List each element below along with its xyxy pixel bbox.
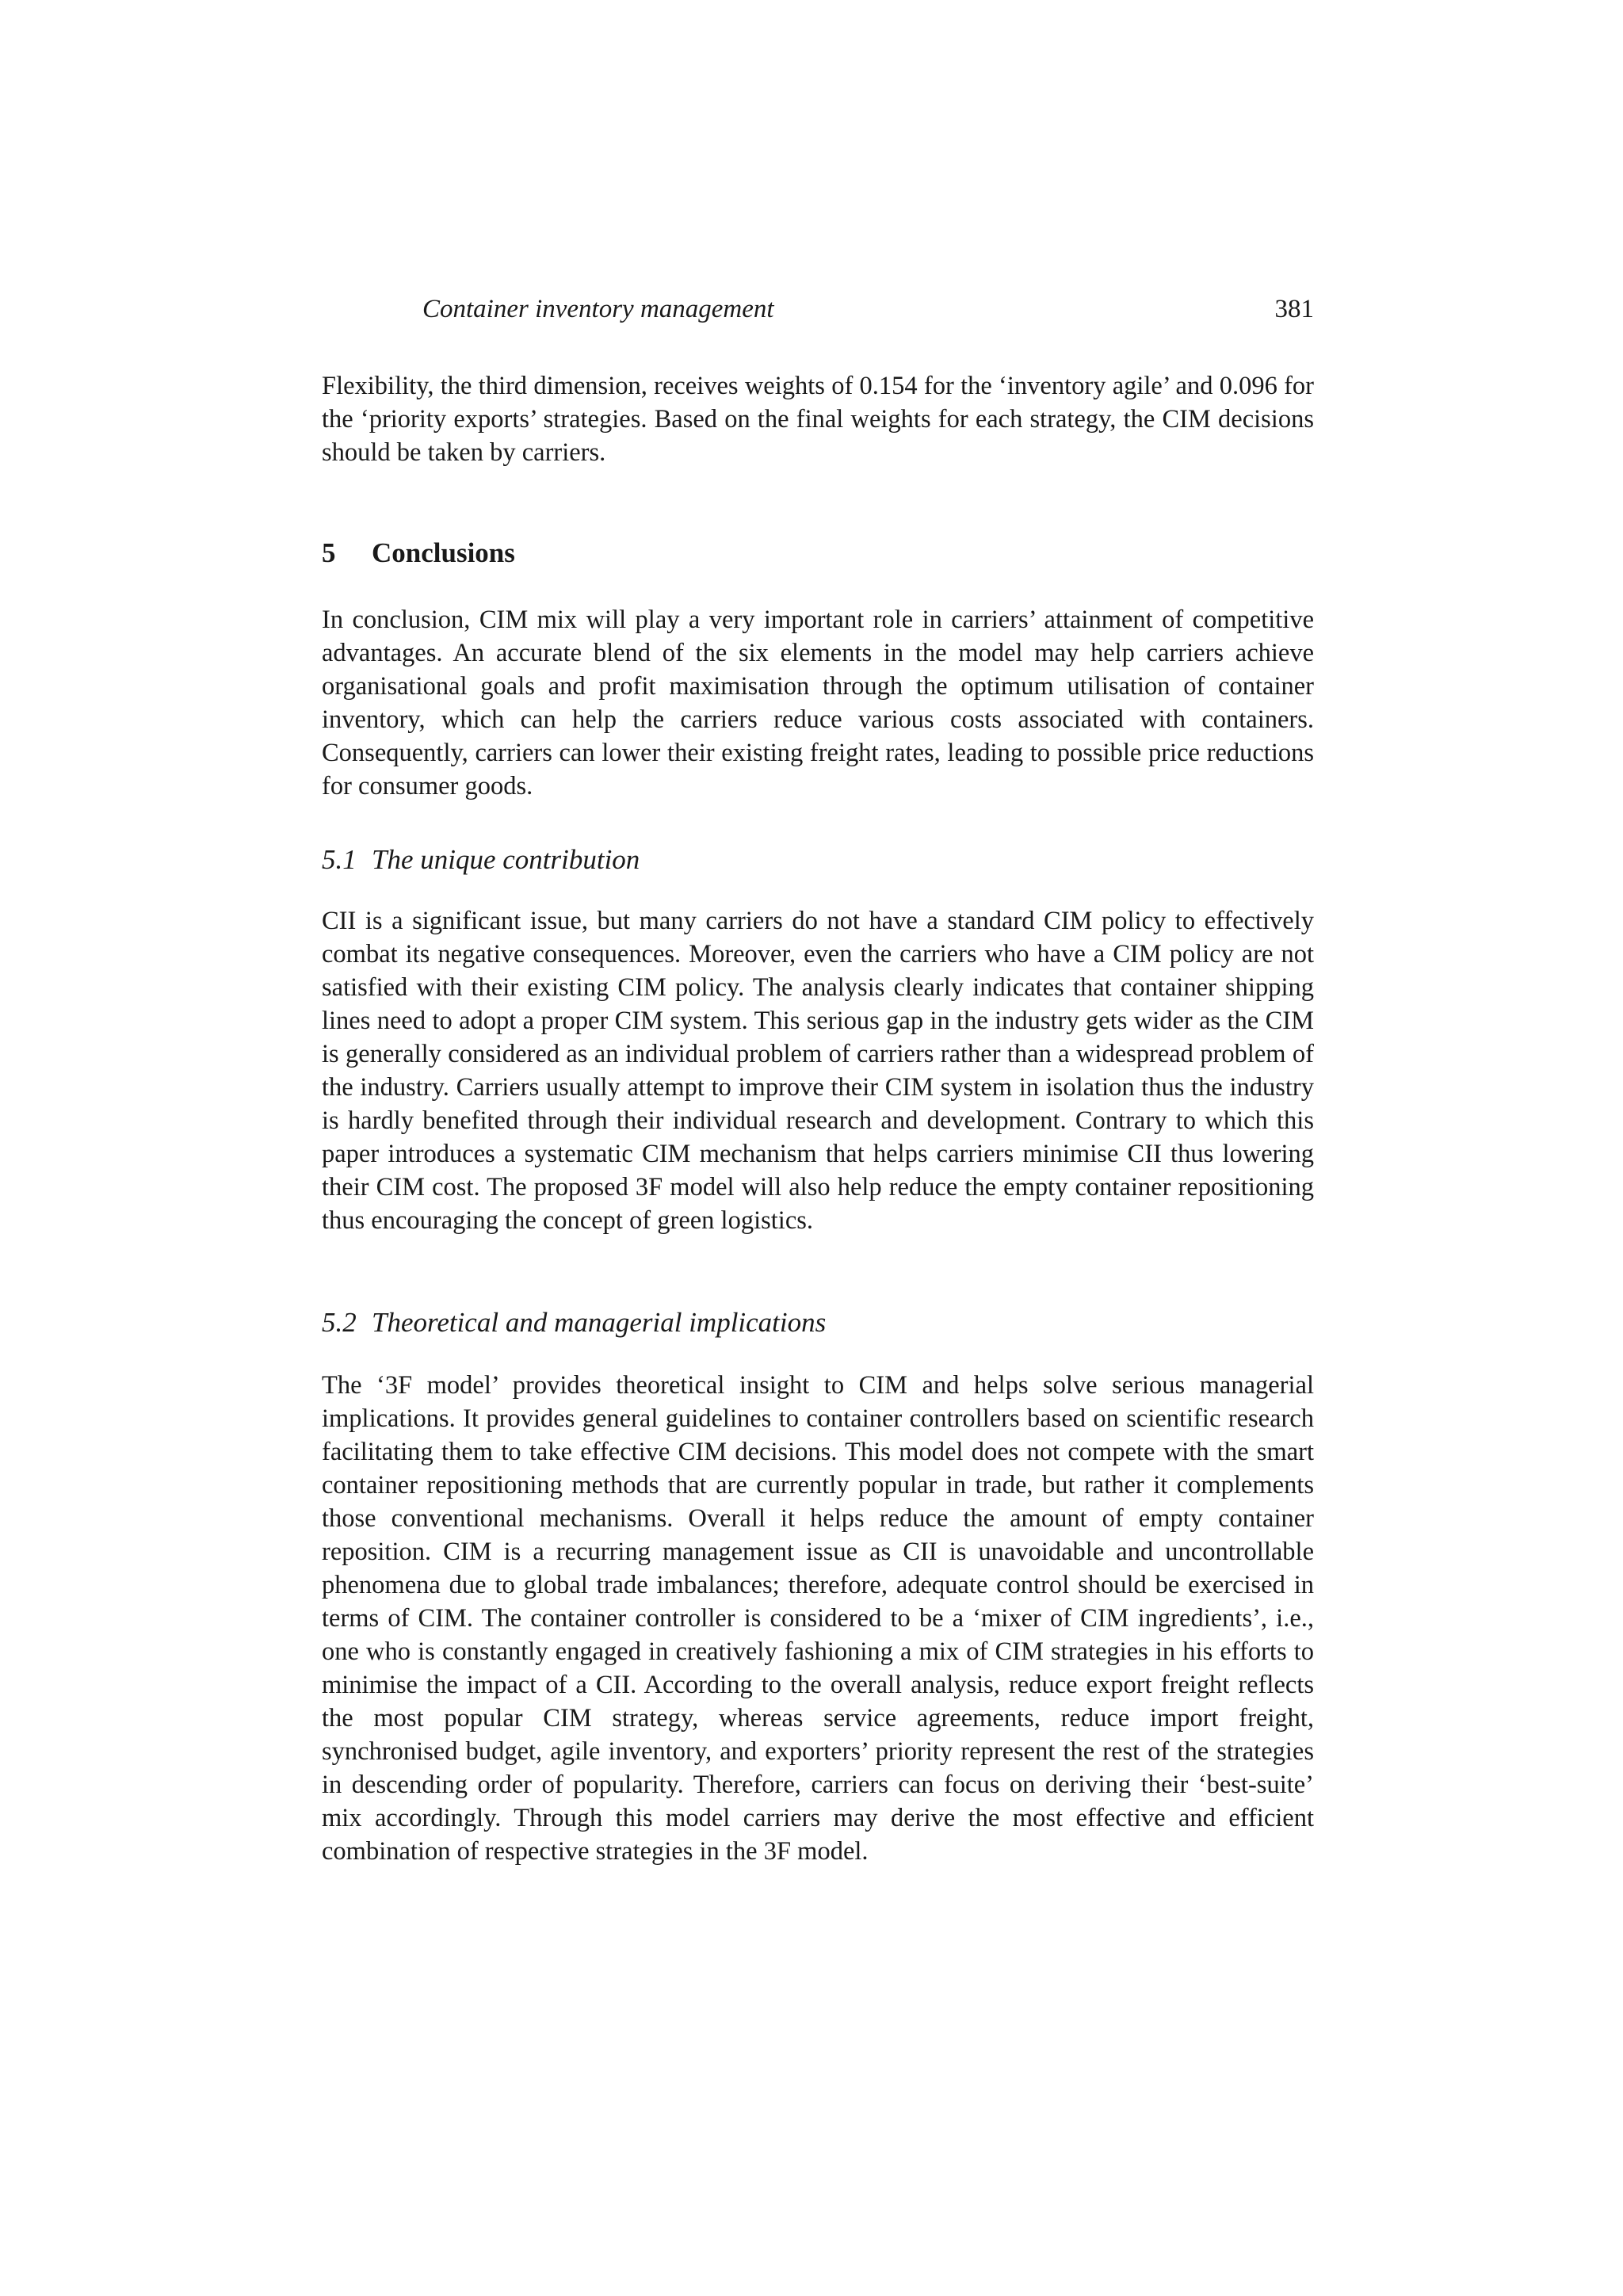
section-heading-conclusions bbox=[322, 536, 515, 571]
running-title: Container inventory management bbox=[422, 295, 774, 323]
unique-contribution-paragraph: CII is a significant issue, but many carriers do not have a standard CIM policy to effectively combat its negative consequences. Moreover, even the carriers who have a CIM policy are not satisfied with their existing CIM policy. The analysis clearly indicates that container shipping lines need to adopt a proper CIM system. This serious gap in the industry gets wider as the CIM is generally considered as an individual problem of carriers rather than a widespread problem of the industry. Carriers usually attempt to improve their CIM system in isolation thus the industry is hardly benefited through their individual research and development. Contrary to which this paper introduces a systematic CIM mechanism that helps carriers minimise CII thus lowering their CIM cost. The proposed 3F model will also help reduce the empty container repositioning thus encouraging the concept of green logistics. bbox=[322, 907, 1314, 1235]
subsection-number: 5.2 bbox=[322, 1307, 357, 1338]
subsection-heading-implications bbox=[322, 1305, 826, 1340]
implications-paragraph: The ‘3F model’ provides theoretical insight to CIM and helps solve serious managerial implications. It provides general guidelines to container controllers based on scientific research facilitating them to take effective CIM decisions. This model does not compete with the smart container repositioning methods that are currently popular in trade, but rather it complements those conventional mechanisms. Overall it helps reduce the amount of empty container reposition. CIM is a recurring management issue as CII is unavoidable and uncontrollable phenomena due to global trade imbalances; therefore, adequate control should be exercised in terms of CIM. The container controller is considered to be a ‘mixer of CIM ingredients’, i.e., one who is constantly engaged in creatively fashioning a mix of CIM strategies in his efforts to minimise the impact of a CII. According to the overall analysis, reduce export freight reflects the most popular CIM strategy, whereas service agreements, reduce import freight, synchronised budget, agile inventory, and exporters’ priority represent the rest of the strategies in descending order of popularity. Therefore, carriers can focus on deriving their ‘best-suite’ mix accordingly. Through this model carriers may derive the most effective and efficient combination of respective strategies in the 3F model. bbox=[322, 1371, 1314, 1866]
section-title: Conclusions bbox=[372, 537, 515, 568]
subsection-title: Theoretical and managerial implications bbox=[372, 1307, 827, 1338]
section-number: 5 bbox=[322, 537, 336, 568]
subsection-number: 5.1 bbox=[322, 844, 357, 875]
page-number: 381 bbox=[1274, 295, 1314, 323]
subsection-heading-unique-contribution bbox=[322, 842, 640, 877]
subsection-title: The unique contribution bbox=[372, 844, 640, 875]
conclusions-paragraph: In conclusion, CIM mix will play a very important role in carriers’ attainment of competitive advantages. An accurate blend of the six elements in the model may help carriers achieve organisational goals and profit maximisation through the optimum utilisation of container inventory, which can help the carriers reduce various costs associated with containers. Consequently, carriers can lower their existing freight rates, leading to possible price reductions for consumer goods. bbox=[322, 606, 1314, 800]
intro-paragraph: Flexibility, the third dimension, receives weights of 0.154 for the ‘inventory agile’ and 0.096 for the ‘priority exports’ strategies. Based on the final weights for each strategy, the CIM decisions should be taken by carriers. bbox=[322, 372, 1314, 467]
